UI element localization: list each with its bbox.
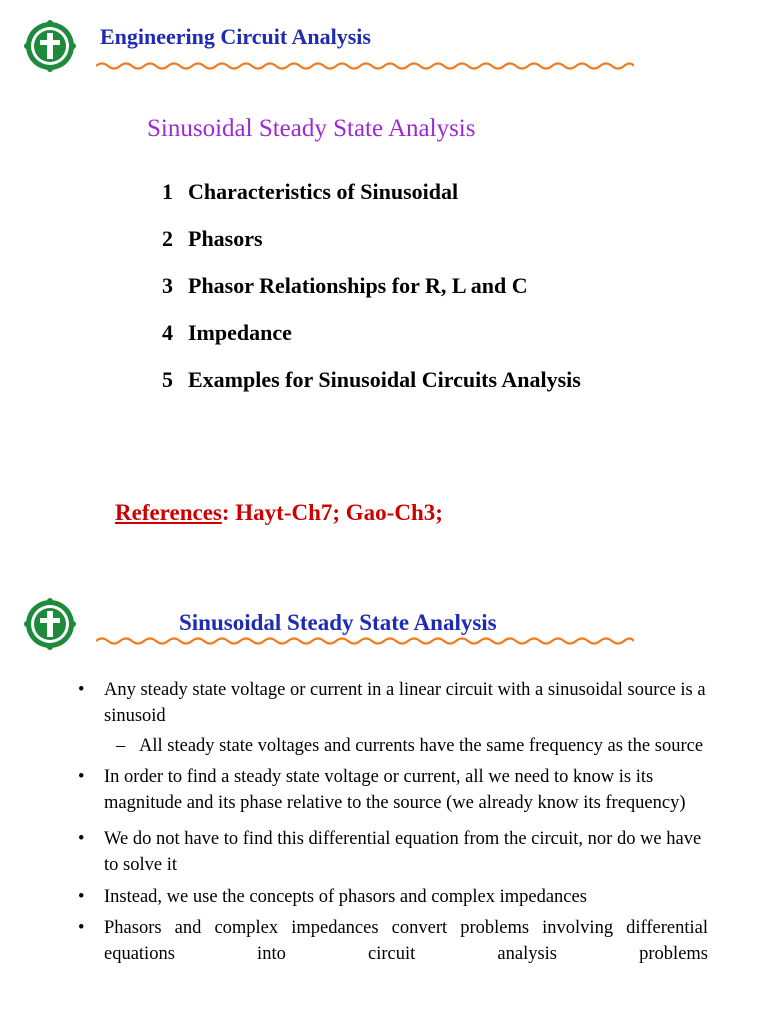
toc-item-number: 1 bbox=[162, 178, 173, 204]
bullet-text: Any steady state voltage or current in a linear circuit with a sinusoidal source is a sinusoid bbox=[104, 680, 706, 726]
bullet-item bbox=[78, 915, 708, 967]
bullet-item bbox=[78, 677, 708, 759]
bullet-item bbox=[78, 884, 708, 910]
toc-item bbox=[162, 309, 581, 356]
table-of-contents bbox=[162, 168, 581, 403]
university-logo-icon bbox=[24, 20, 76, 72]
bullet-text: Instead, we use the concepts of phasors and complex impedances bbox=[104, 887, 587, 907]
header-title: Engineering Circuit Analysis bbox=[100, 24, 371, 49]
bullet-item bbox=[78, 826, 708, 878]
references-line bbox=[115, 500, 443, 526]
references-text: : Hayt-Ch7; Gao-Ch3; bbox=[221, 500, 443, 525]
main-title: Sinusoidal Steady State Analysis bbox=[147, 115, 476, 142]
bullet-text: In order to find a steady state voltage or current, all we need to know is its magnitude and its phase relative to the source (we already know its frequency) bbox=[104, 767, 686, 813]
header-title: Sinusoidal Steady State Analysis bbox=[179, 610, 497, 635]
toc-item-label: Phasor Relationships for R, L and C bbox=[188, 272, 528, 298]
wave-divider bbox=[96, 636, 634, 646]
toc-item-number: 2 bbox=[162, 225, 173, 251]
bullet-marker: • bbox=[78, 829, 85, 849]
bullet-marker: • bbox=[78, 767, 85, 787]
sub-bullet-text: All steady state voltages and currents have the same frequency as the source bbox=[139, 736, 704, 756]
bullet-marker: • bbox=[78, 918, 85, 938]
slide-2 bbox=[0, 580, 768, 1024]
toc-item-label: Phasors bbox=[188, 225, 263, 251]
bullet-marker: • bbox=[78, 887, 85, 907]
references-label: References bbox=[115, 500, 222, 525]
sub-bullet-marker: – bbox=[116, 736, 126, 756]
bullet-item bbox=[78, 764, 708, 816]
bullet-marker: • bbox=[78, 680, 85, 700]
toc-item-label: Characteristics of Sinusoidal bbox=[188, 178, 459, 204]
university-logo-icon bbox=[24, 598, 76, 650]
bullet-list bbox=[78, 677, 708, 967]
bullet-text: Phasors and complex impedances convert problems involving differential equations into circuit analysis problems bbox=[104, 918, 708, 964]
toc-item-label: Examples for Sinusoidal Circuits Analysis bbox=[188, 366, 581, 392]
toc-item bbox=[162, 262, 581, 309]
bullet-text: We do not have to find this differential equation from the circuit, nor do we have to solve it bbox=[104, 829, 702, 875]
sub-bullet-item bbox=[78, 733, 708, 759]
toc-item-number: 5 bbox=[162, 366, 173, 392]
toc-item bbox=[162, 168, 581, 215]
wave-divider bbox=[96, 61, 634, 71]
toc-item-number: 3 bbox=[162, 272, 173, 298]
toc-item-number: 4 bbox=[162, 319, 173, 345]
toc-item-label: Impedance bbox=[188, 319, 292, 345]
toc-item bbox=[162, 356, 581, 403]
toc-item bbox=[162, 215, 581, 262]
